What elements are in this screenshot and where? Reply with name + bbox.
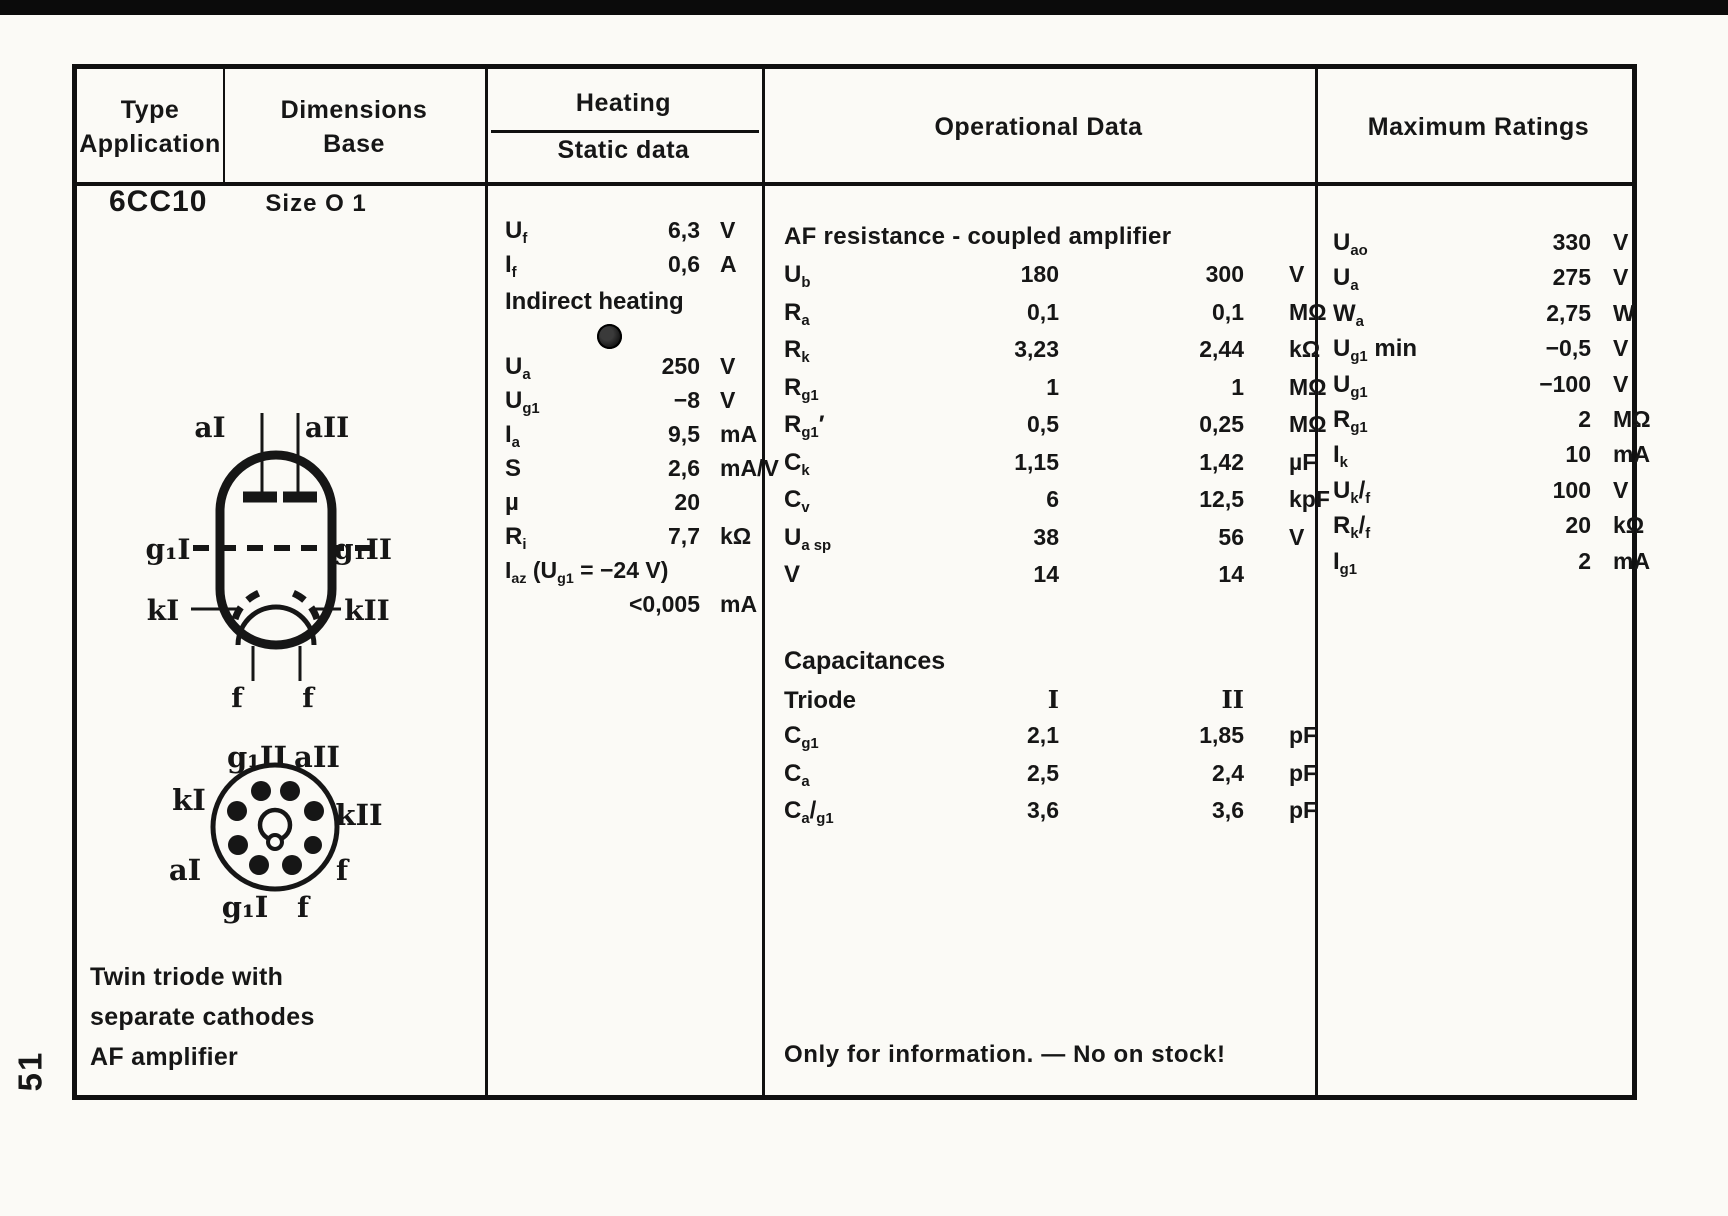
row-unit: V xyxy=(720,387,736,413)
header-label: Static data xyxy=(557,136,690,164)
row-label: $U_{a sp}$ xyxy=(784,523,832,554)
row-value: 3,6 xyxy=(1027,797,1059,823)
ink-blob-icon xyxy=(597,324,622,349)
description-line: AF amplifier xyxy=(90,1043,239,1071)
tube-type: 6CC10 xyxy=(109,185,208,218)
row-label: $C_k$ xyxy=(784,448,810,479)
header-label: Operational Data xyxy=(934,112,1143,141)
row-value: 1 xyxy=(1231,373,1244,400)
row-unit: MΩ xyxy=(1289,373,1327,400)
row-unit: mA xyxy=(1613,441,1651,468)
row-label: $U_a$ xyxy=(1333,264,1359,295)
table-row xyxy=(1333,441,1651,476)
table-row xyxy=(784,448,1317,487)
row-unit: mA xyxy=(720,591,758,617)
row-label: $C_a/_{g1}$ xyxy=(784,797,834,828)
schematic-grid2-label: g₁II xyxy=(333,533,393,566)
row-value: 330 xyxy=(1552,229,1591,255)
tube-size: Size O 1 xyxy=(265,190,367,217)
maximum-ratings-rows xyxy=(1333,229,1651,583)
row-label: $I_a$ xyxy=(505,421,520,452)
schematic-cathode1-label: kI xyxy=(146,594,180,627)
row-label: $R_i$ xyxy=(505,523,527,554)
row-label: $I_{g1}$ xyxy=(1333,547,1358,578)
base-pin-label: g₁I xyxy=(221,890,269,924)
table-row xyxy=(505,319,754,353)
header-label: Application xyxy=(79,130,221,158)
table-row xyxy=(505,455,779,489)
base-pin-label: g₁II xyxy=(226,740,288,774)
operational-rows xyxy=(784,261,1330,599)
table-row xyxy=(784,759,1318,798)
row-value: 250 xyxy=(661,353,700,379)
table-row xyxy=(1333,229,1632,264)
scan-top-bar xyxy=(0,0,1728,15)
row-value: 6,3 xyxy=(668,217,700,243)
schematic-anode2-label: aII xyxy=(304,411,350,444)
table-row xyxy=(505,353,754,387)
row-value: 0,25 xyxy=(1199,411,1244,437)
row-unit: V xyxy=(1613,335,1629,362)
header-label: Type xyxy=(120,96,180,124)
stock-note: Only for information. — No on stock! xyxy=(784,1041,1226,1068)
row-unit: V xyxy=(1613,264,1629,291)
row-value: 12,5 xyxy=(1199,486,1244,512)
row-label: V xyxy=(784,561,801,588)
row-unit: pF xyxy=(1289,797,1318,823)
row-label: $R_{g1}$ xyxy=(784,373,819,404)
row-value: 3,6 xyxy=(1212,797,1244,823)
row-value: 7,7 xyxy=(668,523,700,549)
row-value: −100 xyxy=(1539,370,1591,397)
row-label: $C_{g1}$ xyxy=(784,722,819,753)
table-row xyxy=(505,217,754,251)
row-value: 56 xyxy=(1218,523,1244,550)
table-row xyxy=(784,797,1318,835)
description-line: separate cathodes xyxy=(90,1003,315,1031)
row-value: 300 xyxy=(1205,261,1244,287)
table-row xyxy=(784,411,1327,449)
row-value: 0,6 xyxy=(668,251,700,277)
base-pin-label: f xyxy=(296,891,310,924)
row-value: 2,44 xyxy=(1199,336,1244,362)
row-label: $R_{g1}'$ xyxy=(784,411,825,442)
row-unit: kΩ xyxy=(1289,336,1321,362)
heating-static-column xyxy=(485,185,779,1095)
header-label: Dimensions xyxy=(280,96,428,124)
row-unit: pF xyxy=(1289,722,1318,748)
table-row xyxy=(1333,299,1635,335)
description-line: Twin triode with xyxy=(90,963,284,991)
row-unit: V xyxy=(1613,476,1629,503)
row-value: 0,1 xyxy=(1212,298,1244,325)
row-value: 0,1 xyxy=(1027,298,1059,325)
row-label: $U_{g1}$ xyxy=(1333,370,1368,401)
table-row xyxy=(1333,547,1651,583)
row-unit: V xyxy=(1613,370,1629,397)
row-unit: MΩ xyxy=(1613,405,1651,432)
type-application-column xyxy=(77,185,485,1095)
table-row xyxy=(784,373,1327,412)
row-value: 1,42 xyxy=(1199,448,1244,475)
row-label: $R_a$ xyxy=(784,298,810,329)
header-dimensions-base xyxy=(223,69,485,185)
operational-data-column xyxy=(762,185,1330,1095)
row-value: <0,005 xyxy=(629,591,700,617)
row-unit: kpF xyxy=(1289,486,1330,512)
row-label: $U_{ao}$ xyxy=(1333,229,1368,260)
table-row xyxy=(505,489,754,523)
table-row xyxy=(505,591,758,625)
heating-rows xyxy=(505,217,779,625)
table-row xyxy=(1333,405,1651,441)
row-value: −8 xyxy=(673,387,700,413)
table-row xyxy=(784,336,1321,374)
table-row xyxy=(1333,264,1632,299)
row-value: 2,5 xyxy=(1027,759,1059,786)
capacitance-rows xyxy=(784,684,1318,835)
row-label: $U_k/_f$ xyxy=(1333,476,1371,507)
row-unit: V xyxy=(720,217,736,243)
row-value: 14 xyxy=(1033,561,1059,587)
row-value: 1 xyxy=(1046,373,1059,400)
row-label: $C_a$ xyxy=(784,759,810,790)
row-value: 20 xyxy=(1565,512,1591,539)
row-value: 2,1 xyxy=(1027,722,1059,748)
row-label: $U_{g1}$ min xyxy=(1333,335,1418,366)
row-value: 1,85 xyxy=(1199,722,1244,748)
row-label: $R_k/_f$ xyxy=(1333,512,1371,543)
row-unit: MΩ xyxy=(1289,411,1327,437)
datasheet-table xyxy=(72,64,1651,1100)
row-value: 275 xyxy=(1552,264,1591,291)
row-value: 0,5 xyxy=(1027,411,1059,437)
header-operational-data xyxy=(762,69,1315,185)
page-number: 51 xyxy=(11,1050,49,1092)
row-label: µ xyxy=(505,489,519,516)
table-row xyxy=(784,685,1305,723)
tube-base-diagram xyxy=(213,765,337,889)
row-value: 20 xyxy=(674,489,700,515)
row-unit: kΩ xyxy=(720,523,752,549)
capacitances-title: Capacitances xyxy=(784,646,946,675)
row-value: 3,23 xyxy=(1014,336,1059,362)
row-label: $C_v$ xyxy=(784,486,810,517)
schematic-heater2-label: f xyxy=(302,683,314,714)
row-label: $I_k$ xyxy=(1333,441,1348,472)
table-row xyxy=(505,251,754,285)
header-type-application xyxy=(77,69,223,185)
row-value: 14 xyxy=(1218,561,1244,587)
schematic-grid1-label: g₁I xyxy=(145,533,191,566)
table-row xyxy=(784,524,1305,562)
table-row xyxy=(1333,371,1632,406)
row-value: 2,6 xyxy=(668,455,700,481)
row-value: −0,5 xyxy=(1545,335,1591,362)
header-label: Maximum Ratings xyxy=(1367,112,1590,141)
schematic-cathode2-label: kII xyxy=(344,594,390,627)
row-unit: µF xyxy=(1289,448,1317,475)
row-unit: W xyxy=(1613,299,1635,326)
row-unit: A xyxy=(720,251,737,277)
maximum-ratings-column xyxy=(1315,185,1651,1095)
base-pin-label: aII xyxy=(294,740,340,774)
row-value: 2,4 xyxy=(1212,759,1244,786)
row-value: I xyxy=(1047,684,1059,714)
tube-description xyxy=(90,957,315,1077)
header-heating-static xyxy=(485,69,762,185)
base-pin-label: kI xyxy=(172,783,206,817)
row-unit: mA xyxy=(720,421,758,447)
table-row xyxy=(784,561,1305,599)
row-label: $W_a$ xyxy=(1333,299,1364,330)
row-unit: pF xyxy=(1289,759,1318,786)
row-label: $I_{az}$ ($U_{g1} = -24$ V) xyxy=(505,557,669,587)
schematic-heater1-label: f xyxy=(231,683,243,714)
table-row xyxy=(784,298,1327,337)
base-pin-label: aI xyxy=(168,853,202,887)
table-row xyxy=(784,486,1330,524)
row-value: 2 xyxy=(1578,405,1591,432)
row-unit: mA/V xyxy=(720,455,779,481)
row-value: 38 xyxy=(1033,523,1059,550)
header-label: Base xyxy=(323,130,385,158)
row-value: 9,5 xyxy=(668,421,700,447)
table-row xyxy=(1333,335,1632,370)
row-label: $U_a$ xyxy=(505,353,531,384)
row-value: 6 xyxy=(1046,486,1059,512)
header-label: Heating xyxy=(575,89,672,117)
row-unit: V xyxy=(1289,523,1305,550)
row-label: $R_{g1}$ xyxy=(1333,405,1368,437)
row-label: $U_{g1}$ xyxy=(505,387,540,418)
table-row xyxy=(505,421,758,455)
row-unit: V xyxy=(1613,229,1629,255)
row-unit: V xyxy=(720,353,736,379)
base-pin-label: f xyxy=(335,854,349,887)
row-label: $U_b$ xyxy=(784,261,811,292)
row-unit: kΩ xyxy=(1613,512,1645,539)
row-value: 10 xyxy=(1565,441,1591,468)
table-row xyxy=(505,387,754,421)
row-value: 100 xyxy=(1552,476,1591,503)
row-label: $R_k$ xyxy=(784,336,810,367)
row-value: 1,15 xyxy=(1014,448,1059,475)
row-value: 2,75 xyxy=(1546,299,1591,326)
row-unit: mA xyxy=(1613,547,1651,574)
row-label: Triode xyxy=(784,686,857,714)
header-maximum-ratings xyxy=(1315,69,1642,185)
table-row xyxy=(784,261,1305,299)
row-value: 180 xyxy=(1020,261,1059,287)
table-row xyxy=(1333,512,1645,547)
row-label: S xyxy=(505,455,522,482)
table-row xyxy=(505,557,754,591)
table-row xyxy=(1333,477,1632,512)
base-pin-label: kII xyxy=(335,798,383,832)
table-row: Indirect heating xyxy=(505,288,684,315)
table-row xyxy=(505,523,754,557)
row-label: $I_f$ xyxy=(505,251,517,282)
row-unit: V xyxy=(1289,261,1305,287)
table-row xyxy=(784,722,1318,760)
operational-title: AF resistance - coupled amplifier xyxy=(784,223,1172,250)
row-value: 2 xyxy=(1578,547,1591,574)
schematic-anode1-label: aI xyxy=(194,411,226,444)
row-unit: MΩ xyxy=(1289,298,1327,325)
row-label: $U_f$ xyxy=(505,217,528,248)
row-value: II xyxy=(1221,684,1244,714)
